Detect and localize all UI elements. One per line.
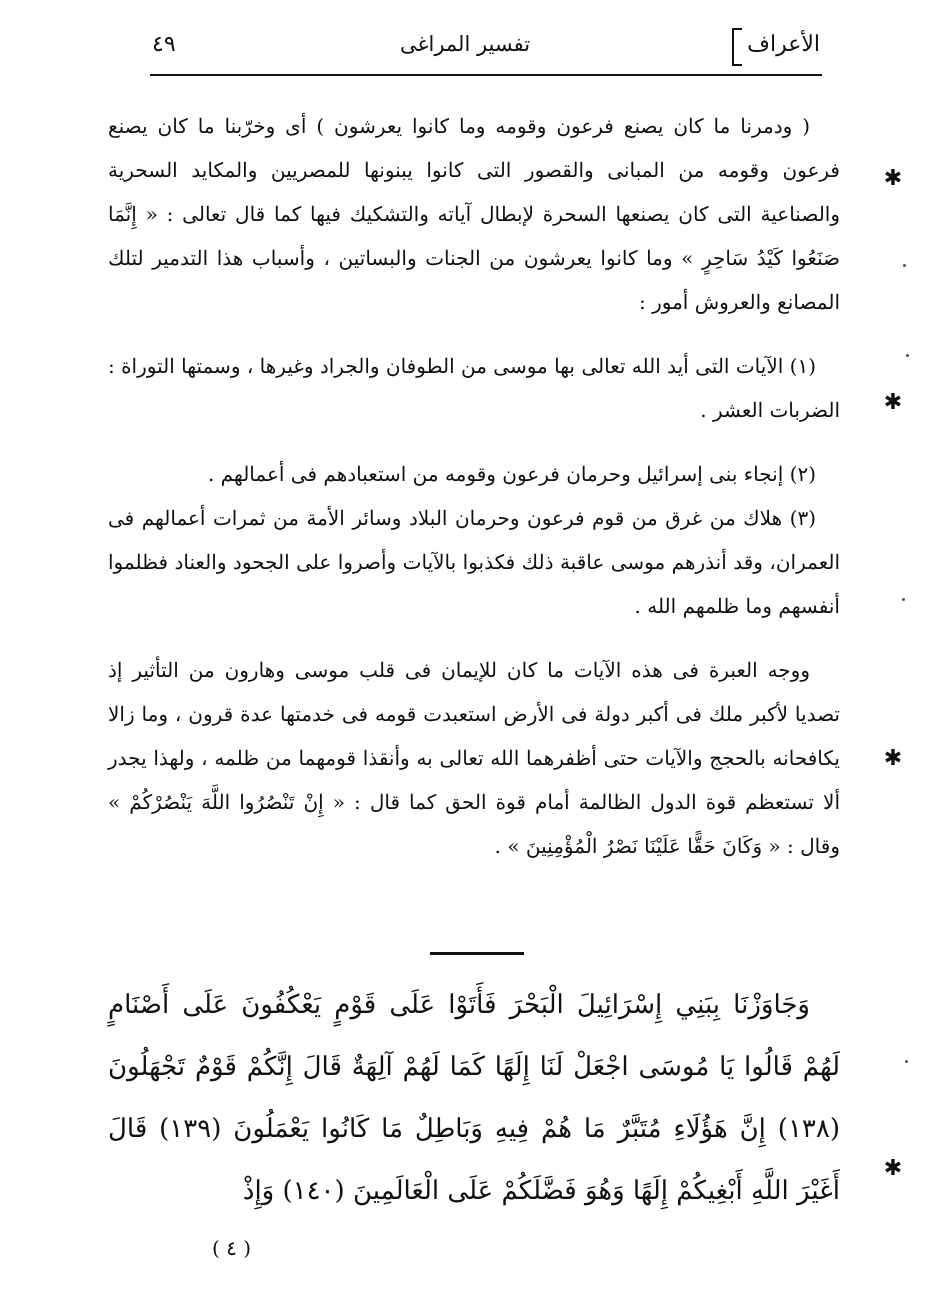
ornament-icon: ✱ — [883, 390, 903, 415]
paragraph-item-2: (٢) إنجاء بنى إسرائيل وحرمان فرعون وقومه من استعبادهم فى أعمالهم . — [207, 462, 816, 486]
header-rule — [150, 74, 822, 76]
signature-mark: ( ٤ ) — [212, 1236, 252, 1260]
header-bracket — [732, 28, 742, 66]
margin-speck — [905, 1060, 908, 1063]
ornament-icon: ✱ — [883, 166, 903, 191]
section-separator — [430, 952, 524, 955]
chapter-name: الأعراف — [747, 32, 820, 57]
paragraph-intro: ( ودمرنا ما كان يصنع فرعون وقومه وما كانوا يعرشون ) أى وخرّبنا ما كان يصنع فرعون وقومه من المبانى والقصور التى كانوا يبنونها للمصريين والمكايد السحرية والصناعية التى كان يصنعها السحرة لإبطال آياته والتشكيك فيها كما قال تعالى : « إِنَّمَا صَنَعُوا كَيْدُ سَاحِرٍ » وما كانوا يعرشون من الجنات والبساتين ، وأسباب هذا التدمير لتلك المصانع والعروش أمور : — [108, 114, 841, 314]
ornament-icon: ✱ — [883, 1156, 903, 1181]
quran-verses — [108, 974, 840, 1222]
paragraph-item-3: (٣) هلاك من غرق من قوم فرعون وحرمان البلاد وسائر الأمة من ثمرات أعمالهم فى العمران، وقد أنذرهم موسى عاقبة ذلك فكذبوا بالآيات وأصروا على الجحود والعناد فظلموا أنفسهم وما ظلمهم الله . — [108, 506, 840, 618]
margin-speck — [903, 264, 906, 267]
margin-speck — [906, 354, 909, 357]
quran-text: وَجَاوَزْنَا بِبَنِي إِسْرَائِيلَ الْبَحْرَ فَأَتَوْا عَلَى قَوْمٍ يَعْكُفُونَ عَلَى أَصْنَامٍ لَهُمْ قَالُوا يَا مُوسَى اجْعَلْ لَنَا إِلَهًا كَمَا لَهُمْ آلِهَةٌ قَالَ إِنَّكُمْ قَوْمٌ تَجْهَلُونَ (١٣٨) إِنَّ هَؤُلَاءِ مُتَبَّرٌ مَا هُمْ فِيهِ وَبَاطِلٌ مَا كَانُوا يَعْمَلُونَ (١٣٩) قَالَ أَغَيْرَ اللَّهِ أَبْغِيكُمْ إِلَهًا وَهُوَ فَضَّلَكُمْ عَلَى الْعَالَمِينَ (١٤٠) وَإِذْ — [108, 990, 840, 1206]
running-header — [150, 26, 820, 70]
paragraph-lesson: ووجه العبرة فى هذه الآيات ما كان للإيمان فى قلب موسى وهارون من التأثير إذ تصديا لأكبر ملك فى أكبر دولة فى الأرض استعبدت قومه فى خدمتها عدة قرون ، وما زالا يكافحانه بالحجج والآيات حتى أظفرهما الله تعالى به وأنقذا قومهما من ظلمه ، ولهذا يجدر ألا تستعظم قوة الدول الظالمة أمام قوة الحق كما قال : « إِنْ تَنْصُرُوا اللَّهَ يَنْصُرْكُمْ » وقال : « وَكَانَ حَقًّا عَلَيْنَا نَصْرُ الْمُؤْمِنِينَ » . — [108, 658, 840, 858]
commentary-text — [108, 104, 840, 868]
paragraph-item-1: (١) الآيات التى أيد الله تعالى بها موسى من الطوفان والجراد وغيرها ، وسمتها التوراة : الضربات العشر . — [107, 354, 840, 422]
ornament-icon: ✱ — [883, 746, 903, 771]
page-number: ٤٩ — [152, 32, 176, 57]
book-title: تفسير المراغى — [400, 32, 531, 56]
margin-speck — [902, 598, 905, 601]
